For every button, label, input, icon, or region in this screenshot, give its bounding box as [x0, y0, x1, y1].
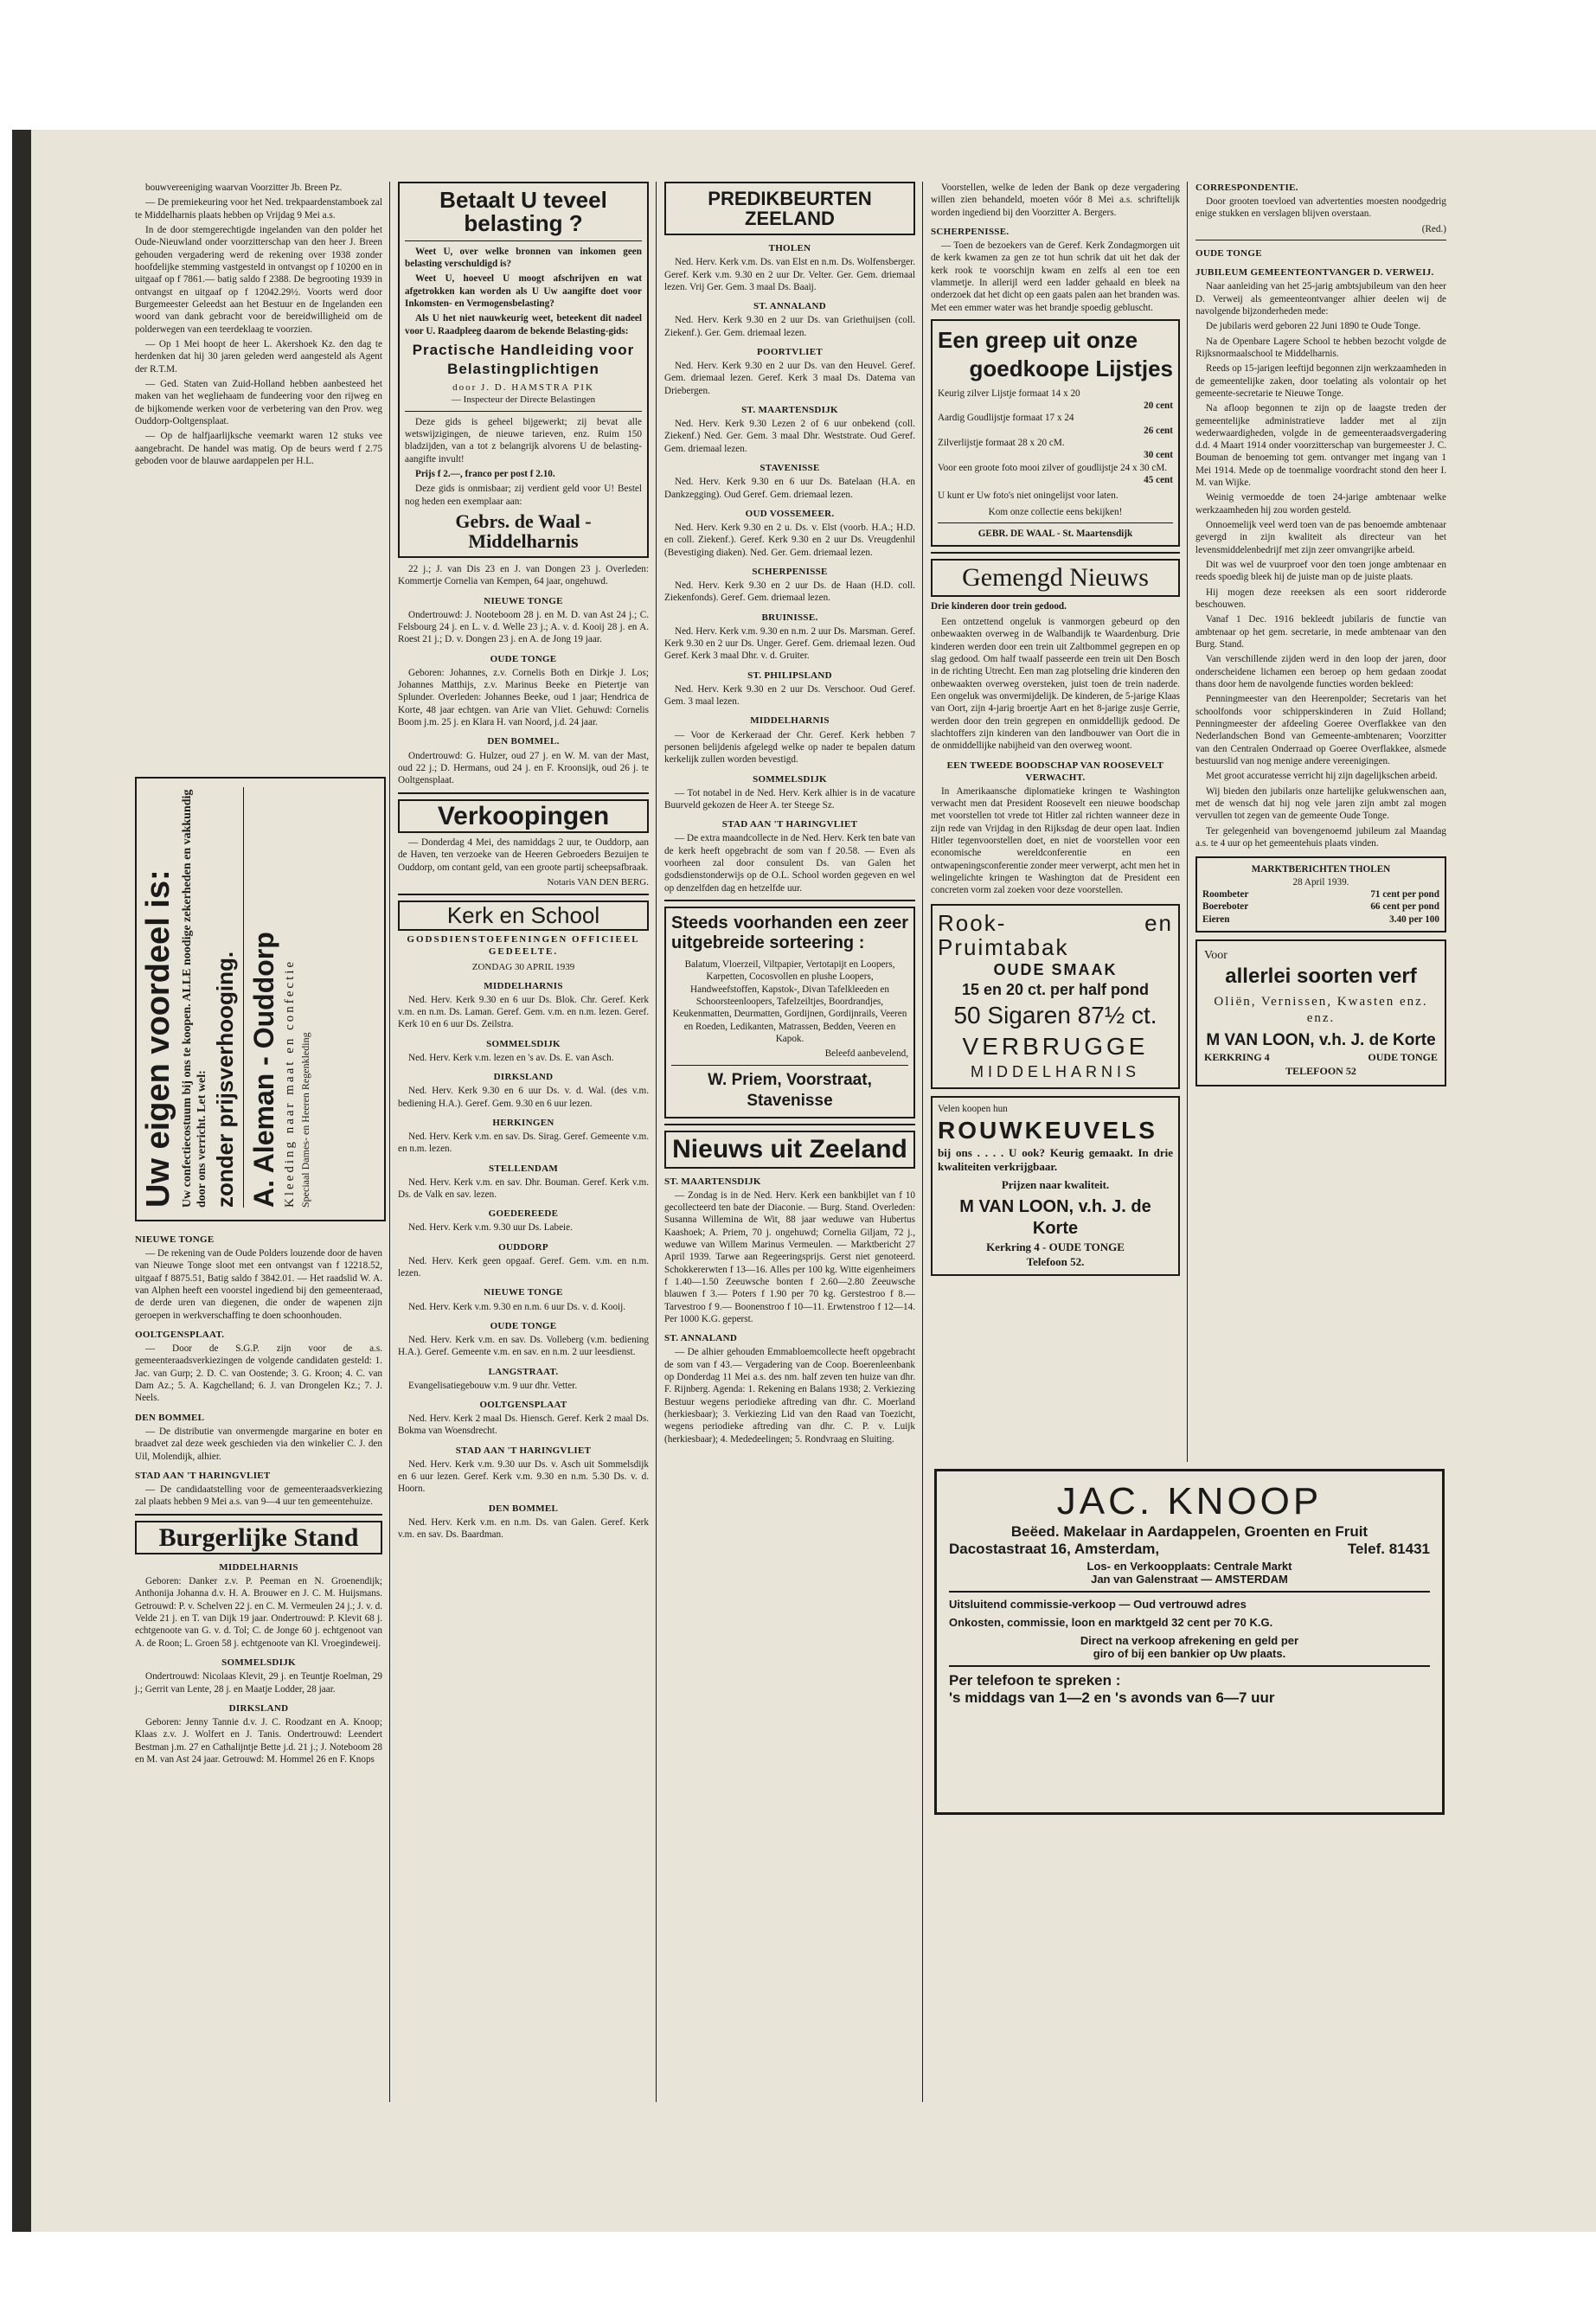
section-head: SOMMELSDIJK	[486, 1038, 561, 1049]
paragraph: — Toen de bezoekers van de Geref. Kerk Zondagmorgen uit de kerk kwamen za gen ze tot hun schrik dat uit het dak der kerk rook te voorschijn kwam en zelfs al een toe een vlammetje. In allerijl werd een ladder gehaald en bleek na onderzoek dat het dicht op een gaats palen aan het branden was. Met een emmer water was het brandje spoedig gebluscht.	[931, 240, 1180, 313]
column-2	[398, 182, 649, 1544]
section-head: ST. MAARTENSDIJK	[664, 1176, 761, 1187]
paragraph: Ned. Herv. Kerk 9.30 en 2 uur Ds. van den Heuvel. Geref. Gem. driemaal lezen. Geref. Kerk 3 maal Ds. Datema van Driebergen.	[664, 361, 915, 396]
ad-headline: Rook- en Pruimtabak	[938, 909, 1173, 961]
section-head: DIRKSLAND	[228, 1702, 289, 1714]
ad-line: giro of bij een bankier op Uw plaats.	[1093, 1647, 1286, 1660]
ad-headline-2: goedkoope Lijstjes	[969, 356, 1173, 382]
paragraph: 22 j.; J. van Dis 23 en J. van Dongen 23 j. Overleden: Kommertje Cornelia van Kempen, 64 jaar, ongehuwd.	[398, 564, 649, 587]
paragraph: Geboren: Jenny Tannie d.v. J. C. Roodzant en A. Knoop; Klaas z.v. J. Wolfert en J. Tanis. Ondertrouwd: Leendert Bestman j.m. 27 en Cathalijntje Bette j.d. 21 j.; J. Noteboom 28 en M. van Ast 24 jaar. Getrouwd: M. Hommel 26 en F. Knops	[135, 1716, 382, 1765]
paragraph: Vanaf 1 Dec. 1916 bekleedt jubilaris de functie van ambtenaar op het gem. secretarie, in mede ambtenaar van den Burg. Stand.	[1195, 614, 1446, 651]
ad-book-title: Practische Handleiding voor Belastingplichtigen	[412, 341, 635, 377]
section-head: STAVENISSE	[760, 463, 820, 474]
ad-note: Kom onze collectie eens bekijken!	[988, 506, 1123, 517]
section-head: SOMMELSDIJK	[753, 773, 827, 785]
ad-brand: OUDE SMAAK	[993, 960, 1118, 978]
ad-highlight: zonder prijsverhooging.	[211, 951, 238, 1208]
ad-firm: M VAN LOON, v.h. J. de Korte	[1206, 1030, 1436, 1049]
column-5	[1195, 182, 1446, 1086]
paragraph: Geboren: Danker z.v. P. Peeman en N. Groenendijk; Anthonija Johanna d.v. H. A. Brouwer en J. C. M. Huijsmans. Getrouwd: P. v. Schelven 22 j. en C. M. Vermeulen 24 j.; J. v. d. Velde 21 j. en T. van Dijk 19 jaar. Ondertrouwd: P. Klevit 68 j. echtgenoote van G. v. d. Tol; C. de Jonge 60 j. echtgenoot van A. de Roon; L. Groen 58 j. echtgenoote van Kl. Vroegindeweij.	[135, 1576, 382, 1649]
paragraph: Ned. Herv. Kerk v.m. Ds. van Elst en n.m. Ds. Wolfensberger. Geref. Kerk v.m. 9.30 en 2 uur Dr. Velter. Ger. Gem. driemaal lezen. Vrij Ger. Gem. 3 maal Ds. Baaij.	[664, 257, 915, 292]
column-4	[931, 182, 1180, 1276]
paragraph: — Door de S.G.P. zijn voor de a.s. gemeenteraadsverkiezingen de volgende candidaten gesteld: 1. Jac. van Gurp; 2. D. C. van Oostende; 3. G. Kroon; 4. C. van Dam Az.; 5. A. Kagchelland; 6. J. van Drongelen Kz.; 7. J. Neels.	[135, 1343, 382, 1404]
lijstjes-advertisement	[931, 319, 1180, 547]
section-head: ST. PHILIPSLAND	[747, 670, 832, 681]
ad-body: Uw confectiecostuum bij ons te koopen. ALLE noodige zekerheden en vakkundig door ons verricht. Let wel:	[180, 789, 209, 1208]
verkoopingen-title: Verkoopingen	[398, 799, 649, 834]
ad-body: Oliën, Vernissen, Kwasten enz. enz.	[1214, 994, 1428, 1025]
section-head: OUD VOSSEMEER.	[745, 508, 835, 519]
paragraph: Ned. Herv. Kerk v.m. en sav. Dhr. Bouman. Geref. Kerk v.m. Ds. de Valk en sav. lezen.	[398, 1176, 649, 1200]
ad-town: MIDDELHARNIS	[970, 1062, 1141, 1080]
ad-phone: Telefoon 52.	[1026, 1254, 1085, 1268]
ad-headline: Steeds voorhanden een zeer uitgebreide sorteering :	[671, 913, 908, 952]
paragraph: Van verschillende zijden werd in den loop der jaren, door onderscheidene lichamen een beroep op hem gedaan zoodat thans door hem de navolgende functies worden bekleed:	[1195, 654, 1446, 690]
section-head: LANGSTRAAT.	[488, 1366, 559, 1377]
ad-address: Kerkring 4 - OUDE TONGE	[986, 1240, 1125, 1253]
ad-author-title: — Inspecteur der Directe Belastingen	[451, 394, 596, 406]
burgerlijke-stand-title: Burgerlijke Stand	[135, 1521, 382, 1555]
paragraph: Ned. Herv. Kerk 9.30 en 2 uur Ds. van Griethuijsen (coll. Ziekenf.). Ger. Gem. driemaal lezen.	[664, 315, 915, 338]
belasting-advertisement	[398, 182, 649, 558]
verf-advertisement	[1195, 939, 1446, 1086]
paragraph: Ned. Herv. Kerk v.m. lezen en 's av. Ds. E. van Asch.	[408, 1052, 614, 1063]
rook-advertisement	[931, 904, 1180, 1089]
markt-title: MARKTBERICHTEN THOLEN	[1251, 864, 1391, 875]
paragraph: Na afloop begonnen te zijn op de laagste treden der gemeentelijke administratieve ladder met al zijn wederwaardigheden, volgde in de gemeenteraadsvergadering d.d. 4 Maart 1914 onder voorzitterschap van burgemeester J. C. Bouman de benoeming tot gem. ontvanger met ingang van 1 Mei 1914. Mede op de toenmalige voordracht stond den heer I. M. van Wijke.	[1195, 403, 1446, 489]
ad-line: Per telefoon te spreken :	[949, 1672, 1121, 1689]
paragraph: Door grooten toevloed van advertenties moesten noodgedrig enige stukken en verslagen blijven overstaan.	[1195, 196, 1446, 220]
paragraph: Ned. Herv. Kerk geen opgaaf. Geref. Gem. v.m. en n.m. lezen.	[398, 1255, 649, 1279]
ad-item: Aardig Goudlijstje formaat 17 x 24 26 cent	[938, 413, 1173, 436]
ad-headline: Betaalt U teveel belasting ?	[439, 187, 607, 237]
sorteering-advertisement	[664, 907, 915, 1118]
marktbericht-box	[1195, 856, 1446, 933]
section-head: NIEUWE TONGE	[484, 595, 563, 606]
ad-cigar: 50 Sigaren 87½ ct.	[953, 1001, 1157, 1029]
column-1	[135, 182, 382, 470]
notaris: Notaris VAN DEN BERG.	[547, 877, 649, 888]
ad-question: Als U het niet nauwkeurig weet, beteekent dit nadeel voor U. Raadpleeg daarom de bekende Belasting-gids:	[405, 313, 642, 336]
knoop-advertisement	[934, 1469, 1445, 1815]
ad-headline: Een greep uit onze	[938, 327, 1138, 354]
kerk-title: Kerk en School	[398, 901, 649, 931]
section-head: NIEUWE TONGE	[484, 1287, 563, 1298]
ad-body: bij ons . . . . U ook? Keurig gemaakt. In drie kwaliteiten verkrijgbaar.	[938, 1145, 1173, 1174]
section-head: SCHERPENISSE.	[931, 226, 1010, 237]
ad-price: 15 en 20 ct. per half pond	[961, 980, 1150, 998]
section-head: STAD AAN 'T HARINGVLIET	[135, 1470, 271, 1481]
section-head: ST. ANNALAND	[664, 1333, 738, 1344]
section-head: ST. ANNALAND	[753, 301, 827, 312]
paragraph: Dit was wel de vuurproef voor den toen jonge ambtenaar en reeds spoedig bleek hij de juiste man op de juiste plaats.	[1195, 560, 1446, 583]
section-head: STAD AAN 'T HARINGVLIET	[721, 819, 858, 830]
ad-firm: Gebrs. de Waal - Middelharnis	[455, 510, 592, 552]
column-1-lower	[135, 1227, 382, 1768]
paragraph: In de door stemgerechtigde ingelanden van den polder het Oude-Nieuwland onder voorzitterschap van den heer J. Breen gehouden vergadering werd de rekening over 1938 zonder hoofdelijke stemming vastgesteld in ontvangst op f 10200 en in uitgaaf op f 7861.— batig saldo f 2388. De begrooting 1939 in ontvangst en uitgaaf op f 12042.29½. Voorts werd door Burgemeester Geleedst aan het Bestuur en de Ingelanden een woord van dank gebracht voor de bereidwilligheid om de polderwegen van een teerdeklaag te voorzien.	[135, 224, 382, 335]
kerk-date: ZONDAG 30 APRIL 1939	[471, 961, 575, 972]
paragraph: — Voor de Kerkeraad der Chr. Geref. Kerk hebben 7 personen belijdenis afgelegd welke op nader te bepalen datum kerkelijk zullen worden bevestigd.	[664, 729, 915, 766]
paragraph: Ned. Herv. Kerk v.m. 9.30 en n.m. 6 uur Ds. v. d. Kooij.	[408, 1301, 626, 1312]
paragraph: Ned. Herv. Kerk 9.30 Lezen 2 of 6 uur onbekend (coll. Ziekenf.) Ned. Ger. Gem. 3 maal Dhr. Weststrate. Oud Geref. Gem. driemaal lezen.	[664, 419, 915, 454]
paragraph: Ned. Herv. Kerk v.m. en sav. Ds. Sirag. Geref. Gemeente v.m. en n.m. lezen.	[398, 1131, 649, 1155]
section-head: CORRESPONDENTIE.	[1195, 183, 1298, 193]
ad-item: Keurig zilver Lijstje formaat 14 x 20 20 cent	[938, 388, 1173, 411]
paragraph: Naar aanleiding van het 25-jarig ambtsjubileum van den heer D. Verweij als gemeenteontvanger alhier deelen wij de navolgende bijzonderheden mede:	[1195, 281, 1446, 317]
ad-headline: allerlei soorten verf	[1225, 964, 1417, 988]
paragraph: — De rekening van de Oude Polders louzende door de haven van Nieuwe Tonge sloot met een ontvangst van f 12218.52, uitgaaf f 8875.51, Batig saldo f 3842.01. — Het raadslid W. A. van Alphen heeft een voorstel ingediend bij den gemeenteraad, de derde uren van diegenen, die onder de wapenen zijn geroepen in werkverschaffing te doen schoonhouden.	[135, 1248, 383, 1321]
paragraph: De jubilaris werd geboren 22 Juni 1890 te Oude Tonge.	[1206, 321, 1421, 332]
markt-row: Eieren 3.40 per 100	[1202, 913, 1439, 925]
ad-headline: Uw eigen voordeel is:	[140, 869, 176, 1208]
paragraph: Evangelisatiegebouw v.m. 9 uur dhr. Vetter.	[408, 1380, 578, 1391]
section-head: BRUINISSE.	[761, 612, 818, 623]
ad-author: door J. D. HAMSTRA PIK	[452, 382, 594, 394]
ad-lead: Voor	[1204, 948, 1227, 962]
paragraph: Ned. Herv. Kerk v.m. 9.30 uur Ds. Labeie.	[408, 1222, 573, 1234]
section-head: OUDE TONGE	[490, 1320, 557, 1331]
section-head: STELLENDAM	[488, 1163, 559, 1174]
section-head: MIDDELHARNIS	[219, 1562, 298, 1574]
paragraph: Ned. Herv. Kerk v.m. 9.30 en n.m. 2 uur Ds. Marsman. Geref. Kerk 9.30 en 2 uur Ds. Unger. Geref. Gem. driemaal lezen. Oud Geref. Kerk 3 maal Dhr. v. d. Gruiter.	[664, 625, 915, 662]
paragraph: Ter gelegenheid van bovengenoemd jubileum zal Maandag a.s. te 4 uur op het gemeentehuis plaats vinden.	[1195, 825, 1446, 849]
ad-firm: GEBR. DE WAAL - St. Maartensdijk	[977, 528, 1133, 539]
paragraph: Ned. Herv. Kerk 9.30 en 6 uur Ds. Batelaan (H.A. en Dankzegging). Oud Geref. Gem. driemaal lezen.	[664, 477, 915, 500]
ad-note: U kunt er Uw foto's niet oningelijst voor laten.	[938, 490, 1118, 502]
paragraph: Voorstellen, welke de leden der Bank op deze vergadering willen zien behandeld, moeten vóór 8 Mei a.s. schriftelijk worden ingediend bij den Voorzitter A. Bergers.	[931, 183, 1180, 218]
section-head: EEN TWEEDE BOODSCHAP VAN ROOSEVELT VERWACHT.	[946, 760, 1164, 783]
paragraph: Hij mogen deze reeeksen als een soort ridderorde beschouwen.	[1195, 586, 1446, 611]
ad-closing: Beleefd aanbevelend,	[824, 1048, 908, 1060]
column-rule	[1187, 182, 1188, 1462]
column-rule	[389, 182, 390, 2102]
section-head: OOLTGENSPLAAT.	[135, 1330, 225, 1341]
paragraph: — Donderdag 4 Mei, des namiddags 2 uur, te Ouddorp, aan de Haven, ten verzoeke van de Heeren Gebroeders Bezuijen te Ouddorp, om contant geld, van een groote partij scheepsafbraak.	[398, 837, 649, 873]
paragraph: — De premiekeuring voor het Ned. trekpaardenstamboek zal te Middelharnis plaats hebben op Vrijdag 9 Mei a.s.	[135, 197, 382, 221]
section-head: SCHERPENISSE	[752, 566, 828, 577]
ad-address-row: Dacostastraat 16, Amsterdam, Telef. 81431	[949, 1541, 1430, 1557]
ad-description: Deze gids is geheel bijgewerkt; zij bevat alle wetswijzigingen, de nieuwe tarieven, enz. Ruim 150 bladzijden, van a tot z belangrijk alvorens U de belasting-aangifte invult!	[405, 416, 642, 465]
paragraph: In Amerikaansche diplomatieke kringen te Washington verwacht men dat President Roosevelt een nieuwe boodschap met voorstellen tot vrede tot Hitler zal richten wanneer deze in zijn rede van Vrijdag in den Rijksdag de deur open laat. Indien Hitler tegenvoorstellen doet, en niet de voorstellen voor een economische wereldconferentie en een ontwapeningsconferentie zonder meer verwerpt, acht men het in welingelichte kringen te Washington dat de President een concreten vorm zal zoeken voor deze voorstellen.	[931, 785, 1180, 896]
vertical-advertisement	[135, 777, 386, 1221]
ad-phone: TELEFOON 52	[1285, 1064, 1356, 1077]
ad-line: Onkosten, commissie, loon en marktgeld 32 cent per 70 K.G.	[949, 1616, 1273, 1629]
signature: (Red.)	[1421, 223, 1446, 234]
ad-name: JAC. KNOOP	[1056, 1480, 1323, 1522]
paragraph: Ned. Herv. Kerk 9.30 en 2 uur Ds. Verschoor. Oud Geref. Gem. 3 maal lezen.	[664, 683, 915, 708]
ad-firm: M VAN LOON, v.h. J. de Korte	[959, 1196, 1151, 1239]
ad-lead: Velen koopen hun	[938, 1103, 1008, 1114]
column-rule	[922, 182, 923, 2102]
ad-item: Voor een groote foto mooi zilver of goudlijstje 24 x 30 cM. 45 cent	[938, 462, 1173, 485]
paragraph: Ondertrouwd: J. Nooteboom 28 j. en M. D. van Ast 24 j.; C. Felsbourg 24 j. en L. v. d. Welle 23 j.; A. v. d. Kooij 28 j. en A. Roest 21 j.; D. v. Dongen 23 j. en A. de Jong 19 jaar.	[398, 609, 649, 645]
section-head: GOEDEREEDE	[488, 1208, 559, 1220]
paragraph: Ned. Herv. Kerk 9.30 en 2 uur Ds. de Haan (H.D. coll. Ziekenfonds). Geref. Gem. driemaal lezen.	[664, 580, 915, 604]
ad-firm: A. Aleman - Ouddorp	[247, 932, 279, 1208]
kerk-subtitle: GODSDIENSTOEFENINGEN OFFICIEEL GEDEELTE.	[407, 934, 640, 958]
ad-sub2: Speciaal Dames- en Heeren Regenkleding	[298, 1032, 311, 1208]
section-head: OUDE TONGE	[490, 653, 557, 664]
paragraph: Ned. Herv. Kerk 2 maal Ds. Hiensch. Geref. Kerk 2 maal Ds. Bokma van Woensdrecht.	[398, 1413, 649, 1437]
section-head: MIDDELHARNIS	[750, 715, 830, 727]
ad-headline: ROUWKEUVELS	[938, 1116, 1157, 1144]
section-head: OUDDORP	[498, 1241, 548, 1253]
paragraph: Ondertrouwd: G. Hulzer, oud 27 j. en W. M. van der Mast, oud 22 j.; D. Hermans, oud 24 j. en F. Kroonsijk, oud 26 j. te Ooltgensplaat.	[398, 750, 649, 786]
ad-order: Deze gids is onmisbaar; zij verdient geld voor U! Bestel nog heden een exemplaar aan:	[405, 484, 642, 507]
paragraph: Reeds op 15-jarigen leeftijd begonnen zijn werkzaamheden in de gemeentelijke zaken, door toelating als volontair op het gemeente-secretarie te Nieuwe Tonge.	[1195, 363, 1446, 399]
column-3	[664, 182, 915, 1448]
ad-line: Direct na verkoop afrekening en geld per	[1080, 1634, 1299, 1647]
nieuws-zeeland-title: Nieuws uit Zeeland	[664, 1131, 915, 1169]
paragraph: bouwvereeniging waarvan Voorzitter Jb. Breen Pz.	[145, 183, 343, 193]
rouwkeuvels-advertisement	[931, 1096, 1180, 1276]
section-head: ST. MAARTENSDIJK	[741, 405, 838, 416]
section-head: POORTVLIET	[757, 346, 823, 357]
section-head: DEN BOMMEL	[488, 1503, 559, 1514]
paragraph: Onnoemelijk veel werd toen van de pas benoemde ambtenaar gevergd in zijn kwaliteit als directeur van het levensmiddelenbedrijf met zijn zeer omvangrijke arbeid.	[1195, 520, 1446, 555]
section-head: HERKINGEN	[492, 1117, 554, 1128]
paragraph: Ned. Herv. Kerk 9.30 en 6 uur Ds. Blok. Chr. Geref. Kerk v.m. en n.m. Ds. Laman. Geref. Gem. v.m. en n.m. lezen. Geref. Kerk 10 en 6 uur Ds. Zeilstra.	[398, 994, 649, 1030]
paragraph: — De alhier gehouden Emmabloemcollecte heeft opgebracht de som van f 43.— Vergadering van de Coop. Boerenleenbank op Donderdag 11 Mei a.s. des nm. half zeven ten huize van dhr. F. Rijnberg. Agenda: 1. Rekening en Balans 1938; 2. Verkiezing Bestuur wegens periodieke aftreding van dhr. C. Moerland (herkiesbaar); 3. Verkiezing Lid van den Raad van Toezicht, wegens periodieke aftreding van dhr. C. P. v. Luijk (herkiesbaar); 4. Mededeelingen; 5. Rondvraag en Sluiting.	[664, 1347, 915, 1445]
ad-sub: Kleeding naar maat en confectie	[282, 958, 297, 1208]
section-head: THOLEN	[768, 243, 811, 254]
paragraph: Na de Openbare Lagere School te hebben bezocht volgde de Rijksnormaalschool te Middelharnis.	[1195, 336, 1446, 359]
paragraph: Met groot accuratesse verricht hij zijn dagelijkschen arbeid.	[1206, 771, 1438, 782]
section-head: DEN BOMMEL.	[487, 736, 560, 747]
section-head: JUBILEUM GEMEENTEONTVANGER D. VERWEIJ.	[1195, 267, 1434, 279]
paragraph: Ned. Herv. Kerk 9.30 en 2 u. Ds. v. Elst (voorb. H.A.; H.D. en coll. Ziekenf.). Geref. Kerk 9.30 en 2 uur Ds. Vreugdenhil (Bevestiging diaken). Ned. Ger. Gem. driemaal lezen.	[664, 522, 915, 558]
paragraph: Geboren: Johannes, z.v. Cornelis Both en Dirkje J. Los; Johannes Matthijs, z.v. Marinus Beeke en Pietertje van Splunder. Overleden: Johannes Beeke, oud 1 jaar; Hendrica de Korte, 48 jaar echtgen. van Arie van Vliet. Gehuwd: Cornelis Boom j.m. 25 j. en Klara H. van Noord, j.d. 24 jaar.	[398, 667, 649, 728]
section-head: OOLTGENSPLAAT	[479, 1399, 567, 1410]
paragraph: — De distributie van onvermengde margarine en boter en braadvet zal deze week geschieden via den winkelier C. J. den Uil, Molendijk, alhier.	[135, 1426, 382, 1462]
gemengd-subtitle: Drie kinderen door trein gedood.	[931, 600, 1067, 612]
section-head: OUDE TONGE	[1195, 248, 1262, 260]
paragraph: Ned. Herv. Kerk v.m. en n.m. Ds. van Galen. Geref. Kerk v.m. en sav. Ds. Baardman.	[398, 1516, 649, 1541]
section-head: SOMMELSDIJK	[221, 1657, 296, 1669]
paragraph: — De candidaatstelling voor de gemeenteraadsverkiezing zal plaats hebben 9 Mei a.s. van 9—4 uur ten gemeentehuize.	[135, 1484, 382, 1508]
section-head: NIEUWE TONGE	[135, 1234, 215, 1245]
ad-price: Prijzen naar kwaliteit.	[1001, 1178, 1110, 1192]
predikbeurten-title: PREDIKBEURTEN ZEELAND	[664, 182, 915, 235]
newspaper-page	[12, 130, 1596, 2232]
paragraph: Ondertrouwd: Nicolaas Klevit, 29 j. en Teuntje Roelman, 29 j.; Gerrit van Lente, 28 j. en Maatje Lodder, 28 jaar.	[135, 1671, 382, 1695]
markt-date: 28 April 1939.	[1292, 876, 1349, 888]
ad-price: Prijs f 2.—, franco per post f 2.10.	[415, 468, 555, 479]
paragraph: — De extra maandcollecte in de Ned. Herv. Kerk ten bate van de kerk heeft opgebracht de som van f 20.58. — Even als voorheen zal door consulent Ds. van Galen het godsdienstonderwijs op de O.L. School worden gegeven en wel op denzelfden dag en hetzelfde uur.	[664, 833, 915, 894]
ad-address-row: KERKRING 4 OUDE TONGE	[1204, 1051, 1438, 1064]
paragraph: Een ontzettend ongeluk is vanmorgen gebeurd op den onbewaakten overweg in de Walbandijk te Waardenburg. Drie kinderen werden door een trein uit Zaltbommel gegrepen en op slag gedood. Om half twaalf passeerde een trein uit Den Bosch in de richting Utrecht. Een man zag plotseling drie kinderen den onbewaakten overweg oversteken, juist toen de trein naderde. Een ongeluk was onvermijdelijk. De kinderen, de 5-jarige Klaas van Oort, zijn 4-jarig broertje Aart en het 8-jarige zusje Gerrie, werden door den trein gegrepen en onmiddellijk gedood. De slachtoffers zijn kinderen van den landbouwer van Oort die in de onmiddellijke nabijheid van den overweg woont.	[931, 617, 1180, 752]
paragraph: Ned. Herv. Kerk v.m. 9.30 uur Ds. v. Asch uit Sommelsdijk en 6 uur lezen. Geref. Kerk v.m. 9.30 en n.m. 5.30 Ds. v. d. Hoorn.	[398, 1458, 649, 1495]
paragraph: — Op 1 Mei hoopt de heer L. Akershoek Kz. den dag te herdenken dat hij 30 jaren geleden werd aangesteld als Agent der R.T.M.	[135, 338, 382, 375]
paragraph: Penningmeester van den Heerenpolder; Secretaris van het schoolfonds voor schipperskinderen in Zuid Holland; Penningmeester der afdeeling Goeree Overflakkee van den Nederlandschen Bond van Gemeente-ambtenaren; Voorzitter van den Centralen Onderraad op Goeree Overflakkee, alsmede bestuurslid van nog menige andere vereenigingen.	[1195, 694, 1446, 767]
paragraph: Ned. Herv. Kerk 9.30 en 6 uur Ds. v. d. Wal. (des v.m. bediening H.A.). Geref. Gem. 9.30 en 6 uur lezen.	[398, 1086, 649, 1109]
ad-body: Balatum, Vloerzeil, Viltpapier, Vertotapijt en Loopers, Karpetten, Cocosvollen en plushe Loopers, Handweefstoffen, Kapstok-, Divan Tafelkleeden en Schoorsteenloopers, Tafelzeiltjes, Boordrandjes, Keukenmatten, Deurmatten, Gordijnen, Gordijnrails, Veeren en Roeden, Ledikanten, Matrassen, Bedden, Veeren en Kapok.	[672, 958, 907, 1044]
gemengd-title: Gemengd Nieuws	[931, 559, 1180, 597]
ad-question: Weet U, over welke bronnen van inkomen geen belasting verschuldigd is?	[405, 246, 642, 269]
ad-line: Beëed. Makelaar in Aardappelen, Groenten en Fruit	[1010, 1523, 1368, 1540]
ad-firm: VERBRUGGE	[962, 1032, 1149, 1060]
paragraph: — Zondag is in de Ned. Herv. Kerk een bankbijlet van f 10 gecollecteerd ten bate der Diaconie. — Burg. Stand. Overleden: Susanna Willemina de Wit, 88 jaar weduwe van Hubertus Kaashoek; A. Priem, 70 j. ongehuwd; Cornelia Giljam, 72 j., weduwe van Willem Marinus Vermeulen. — Marktbericht 27 April 1939. Tarwe aan Regeeringsprijs. Gerst niet genoteerd. Schokkererwten f 13—16. Alles per 100 kg. Witte eigenheimers f 1.40—1.50 Zeeuwsche bonten f 2.60—2.80 Zeeuwsche blauwen f 3.— Poters f 1.90 per 70 kg. Gerstestroo f 8.— Tarvestroo f 9.— Boonenstroo f 10—11. Erwtenstroo f 12—14. Per 1000 K.G. geperst.	[664, 1189, 915, 1325]
paragraph: Ned. Herv. Kerk v.m. en sav. Ds. Volleberg (v.m. bediening H.A.). Geref. Gemeente v.m. en sav. en n.m. 2 uur leesdienst.	[398, 1334, 649, 1358]
ad-item: Zilverlijstje formaat 28 x 20 cM. 30 cent	[938, 437, 1173, 461]
paragraph: — Ged. Staten van Zuid-Holland hebben aanbesteed het maken van het wegliehaam de fundeering voor den rijweg en de bijkomende werken voor de verbetering van den Prov. weg Ouddorp-Ooltgensplaat.	[135, 378, 382, 426]
ad-line: Los- en Verkoopplaats: Centrale Markt	[1086, 1560, 1292, 1573]
ad-line: 's middags van 1—2 en 's avonds van 6—7 uur	[949, 1689, 1275, 1706]
column-rule	[656, 182, 657, 2102]
paragraph: — Op de halfjaarlijksche veemarkt waren 12 stuks vee aangebracht. De handel was matig. Op de beurs werd f 2.75 geboden voor de blauwe aardappelen per H.L.	[135, 431, 382, 466]
paragraph: — Tot notabel in de Ned. Herv. Kerk alhier is in de vacature Buurveld gekozen de Heer A. ter Steege Sz.	[664, 787, 915, 811]
section-head: DIRKSLAND	[493, 1072, 554, 1083]
ad-line: Uitsluitend commissie-verkoop — Oud vertrouwd adres	[949, 1598, 1247, 1611]
section-head: DEN BOMMEL	[135, 1412, 205, 1423]
paragraph: Weinig vermoedde de toen 24-jarige ambtenaar welke werkzaamheden hij zou worden gesteld.	[1195, 492, 1446, 516]
markt-row: Boereboter 66 cent per pond	[1202, 901, 1439, 913]
ad-question: Weet U, hoeveel U moogt afschrijven en wat afgetrokken kan worden als U Uw aangifte doet voor Inkomsten- en Vermogensbelasting?	[405, 273, 642, 309]
section-head: STAD AAN 'T HARINGVLIET	[455, 1445, 592, 1456]
paragraph: Wij bieden den jubilaris onze hartelijke gelukwenschen aan, met de wensch dat hij nog vele jaren zijn ambt zal mogen vervullen tot zegen van de gemeente Oude Tonge.	[1195, 785, 1446, 822]
ad-firm: W. Priem, Voorstraat, Stavenisse	[708, 1070, 872, 1110]
section-head: MIDDELHARNIS	[484, 980, 563, 991]
markt-row: Roombeter 71 cent per pond	[1202, 888, 1439, 900]
ad-line: Jan van Galenstraat — AMSTERDAM	[1091, 1573, 1288, 1586]
